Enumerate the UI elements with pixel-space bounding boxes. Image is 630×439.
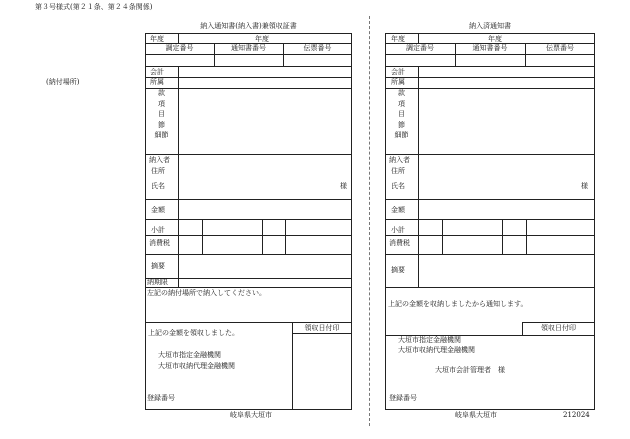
right-slip-number-header: 伝票番号 — [546, 44, 574, 52]
left-bank-designated: 大垣市指定金融機関 — [158, 351, 221, 359]
divider — [145, 77, 352, 78]
divider — [145, 66, 352, 67]
right-kaikei-label: 会計 — [391, 68, 405, 76]
right-consumption-tax-label: 消費税 — [389, 239, 410, 247]
left-sama-label: 様 — [340, 182, 347, 190]
right-form-code: 212024 — [563, 411, 590, 419]
divider — [385, 88, 595, 89]
right-footer-city: 岐阜県大垣市 — [455, 411, 497, 419]
divider — [145, 154, 352, 155]
right-sama-label: 様 — [581, 182, 588, 190]
divider — [418, 33, 419, 43]
divider — [202, 219, 203, 254]
divider — [283, 43, 284, 66]
left-registration-number-label: 登録番号 — [147, 394, 175, 402]
right-notice-text: 上記の金額を収納しましたから通知します。 — [388, 300, 528, 308]
right-stamp-label: 領収日付印 — [541, 324, 576, 332]
left-instruction-text: 左記の納付場所で納入してください。 — [147, 289, 266, 297]
left-kan-label: 款 — [158, 89, 165, 97]
left-kaikei-label: 会計 — [150, 68, 164, 76]
right-amount-label: 金額 — [391, 206, 405, 214]
right-year-label: 年度 — [391, 35, 405, 43]
divider — [385, 235, 595, 236]
form-number-header: 第３号様式(第２１条、第２４条関係) — [35, 3, 153, 11]
divider — [385, 219, 595, 220]
divider — [292, 333, 352, 334]
divider — [262, 219, 263, 254]
right-registration-number-label: 登録番号 — [389, 394, 417, 402]
right-shozoku-label: 所属 — [391, 78, 405, 86]
right-year-label-2: 年度 — [488, 35, 502, 43]
divider — [214, 43, 215, 66]
right-form-title: 納入済通知書 — [469, 22, 511, 30]
right-address-label: 住所 — [391, 167, 405, 175]
cut-line — [369, 16, 370, 426]
divider — [145, 54, 352, 55]
divider — [385, 199, 595, 200]
divider — [145, 199, 352, 200]
left-address-label: 住所 — [151, 167, 165, 175]
left-footer-city: 岐阜県大垣市 — [230, 411, 272, 419]
divider — [145, 254, 352, 255]
divider — [525, 43, 526, 66]
left-shozoku-label: 所属 — [150, 78, 164, 86]
payment-place-label: (納付場所) — [46, 78, 80, 86]
left-name-label: 氏名 — [151, 182, 165, 190]
divider — [145, 235, 352, 236]
left-receipt-text: 上記の金額を領収しました。 — [148, 329, 239, 337]
divider — [145, 88, 352, 89]
left-stamp-label: 領収日付印 — [304, 324, 340, 332]
left-setsu-label: 節 — [158, 121, 165, 129]
right-payer-label: 納入者 — [389, 156, 410, 164]
divider — [385, 77, 595, 78]
left-tekiyo-label: 摘要 — [151, 262, 165, 270]
divider — [502, 219, 503, 254]
right-setsu-label: 節 — [398, 121, 405, 129]
right-bank-designated: 大垣市指定金融機関 — [398, 336, 461, 344]
divider — [385, 54, 595, 55]
left-form-title: 納入通知書(納入書)兼領収証書 — [200, 22, 297, 30]
left-chotei-number-header: 調定番号 — [165, 44, 194, 52]
divider — [385, 154, 595, 155]
divider — [385, 254, 595, 255]
divider — [145, 322, 352, 323]
divider — [292, 322, 293, 410]
divider — [178, 33, 179, 43]
left-kou-label: 項 — [158, 100, 165, 108]
divider — [385, 287, 595, 288]
divider — [526, 219, 527, 254]
left-payer-label: 納入者 — [149, 156, 170, 164]
left-consumption-tax-label: 消費税 — [149, 239, 170, 247]
left-due-date-label: 納期限 — [147, 278, 168, 286]
right-tekiyo-label: 摘要 — [391, 266, 405, 274]
left-saisetsu-label: 細節 — [154, 131, 169, 139]
left-slip-number-header: 伝票番号 — [303, 44, 332, 52]
right-chotei-number-header: 調定番号 — [406, 44, 434, 52]
divider — [442, 219, 443, 254]
divider — [455, 43, 456, 66]
right-kou-label: 項 — [398, 100, 405, 108]
left-bank-agent: 大垣市収納代理金融機関 — [158, 362, 235, 370]
right-moku-label: 目 — [398, 110, 405, 118]
left-notice-number-header: 通知書番号 — [231, 44, 266, 52]
right-notice-number-header: 通知書番号 — [472, 44, 508, 52]
divider — [385, 66, 595, 67]
divider — [145, 278, 352, 279]
right-bank-agent: 大垣市収納代理金融機関 — [398, 346, 475, 354]
divider — [145, 287, 352, 288]
left-moku-label: 目 — [158, 110, 165, 118]
left-subtotal-label: 小計 — [151, 226, 165, 234]
right-accounting-manager: 大垣市会計管理者 様 — [435, 366, 505, 374]
divider — [285, 219, 286, 254]
right-name-label: 氏名 — [391, 182, 405, 190]
right-subtotal-label: 小計 — [391, 226, 405, 234]
left-amount-label: 金額 — [151, 206, 165, 214]
right-saisetsu-label: 細節 — [394, 131, 409, 139]
divider — [522, 322, 595, 323]
right-kan-label: 款 — [398, 89, 405, 97]
divider — [145, 219, 352, 220]
left-year-label-2: 年度 — [255, 35, 269, 43]
left-year-label: 年度 — [150, 35, 164, 43]
